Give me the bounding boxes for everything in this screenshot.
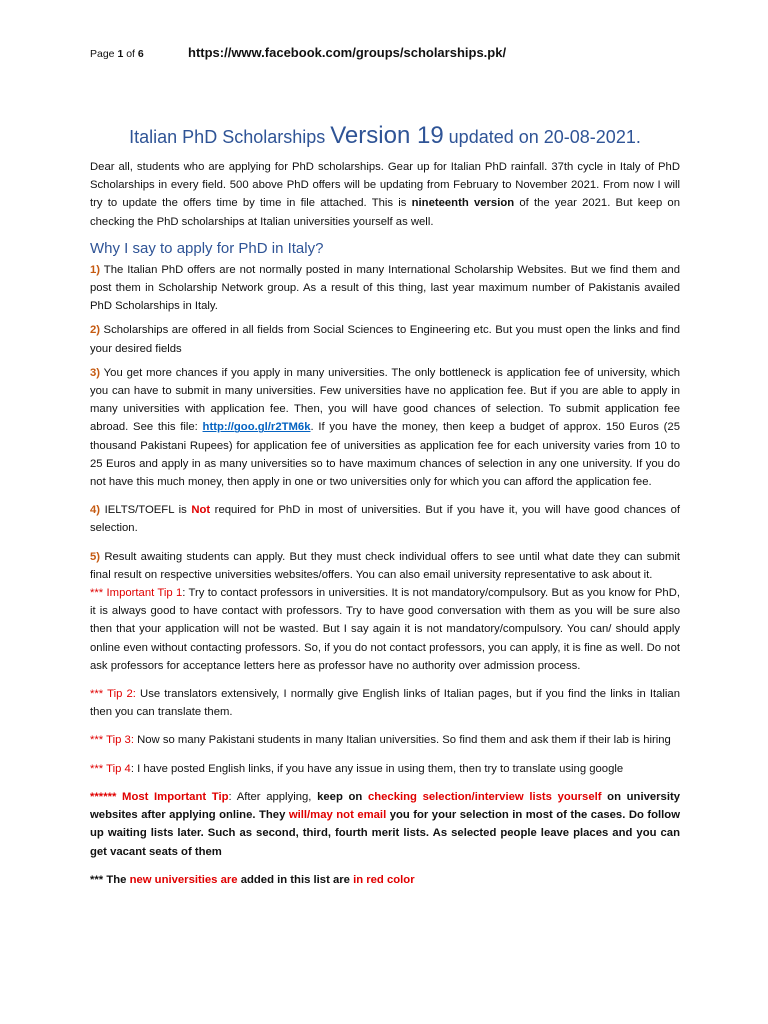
point-1: 1) The Italian PhD offers are not normally posted in many International Scholarship Websites. But we find them and post them in Scholarship Network group. As a result of this thing, last year maximum number of Pakistanis availed PhD Scholarships in Italy.: [90, 263, 680, 313]
point-4: 4) IELTS/TOEFL is Not required for PhD in most of universities. But if you have it, you will have good chances of selection.: [90, 504, 680, 535]
header-url-link[interactable]: https://www.facebook.com/groups/scholarships.pk/: [188, 45, 507, 60]
intro-paragraph: Dear all, students who are applying for PhD scholarships. Gear up for Italian PhD rainfall. 37th cycle in Italy of PhD Scholarships in every field. 500 above PhD offers will be updating from February to November 2021. From now I will try to update the offers time by time in file attached. This is nineteenth version of the year 2021. But keep on checking the PhD scholarships at Italian universities yourself as well.: [90, 161, 680, 228]
tip-2: *** Tip 2: Use translators extensively, I normally give English links of Italian pages, but if you find the links in Italian then you can translate them.: [90, 688, 680, 719]
page-header: [90, 45, 680, 60]
section-heading: Why I say to apply for PhD in Italy?: [90, 239, 324, 257]
point-3: 3) You get more chances if you apply in many universities. The only bottleneck is application fee of university, which you can have to submit in many universities. Few universities have no application fee. But if you are able to apply in many universities with application fee. Then, you will have good chances of selection. To submit application fee abroad. See this file: http://goo.gl/r2TM6k. If you have the money, then keep a budget of approx. 150 Euros (25 thousand Pakistani Rupees) for application fee of universities as application fee for each university varies from 10 to 25 Euros and apply in as many universities so to have maximum chances of selection in any one university. If you do not have this much money, then apply in one or two universities only for which you can afford the application fee.: [90, 366, 680, 489]
point-2: 2) Scholarships are offered in all fields from Social Sciences to Engineering etc. But you must open the links and find your desired fields: [90, 324, 680, 355]
tip-1: *** Important Tip 1: Try to contact professors in universities. It is not mandatory/compulsory. But as you know for PhD, it is always good to have contact with professors. Try to have good conversation with them as you will be sure also then that your application will not be wasted. But I say again it is not mandatory/compulsory. You can/ should apply online even without contacting professors. So, if you do not contact professors, you can apply, it is fine as well. Do not ask professors for acceptance letters here as professor have no authority over admission process.: [90, 587, 680, 672]
red-color-note: *** The new universities are added in this list are in red color: [90, 873, 415, 886]
tip-4: *** Tip 4: I have posted English links, if you have any issue in using them, then try to translate using google: [90, 762, 624, 775]
fee-file-link[interactable]: http://goo.gl/r2TM6k: [202, 421, 311, 434]
most-important-tip: ****** Most Important Tip: After applying, keep on checking selection/interview lists yourself on university websites after applying online. They will/may not email you for your selection in most of the cases. Do follow up waiting lists later. Such as second, third, fourth merit lists. As selected people leave places and you can get vacant seats of them: [90, 790, 681, 858]
point-5: 5) Result awaiting students can apply. But they must check individual offers to see until what date they can submit final result on respective universities websites/offers. You can also email university representative to ask about it.: [90, 550, 680, 581]
page-number: Page 1 of 6: [90, 48, 144, 60]
document-body: [90, 158, 680, 895]
tip-3: *** Tip 3: Now so many Pakistani students in many Italian universities. So find them and ask them if their lab is hiring: [90, 734, 671, 747]
page-title: Italian PhD Scholarships Version 19 updated on 20-08-2021.: [129, 122, 641, 149]
